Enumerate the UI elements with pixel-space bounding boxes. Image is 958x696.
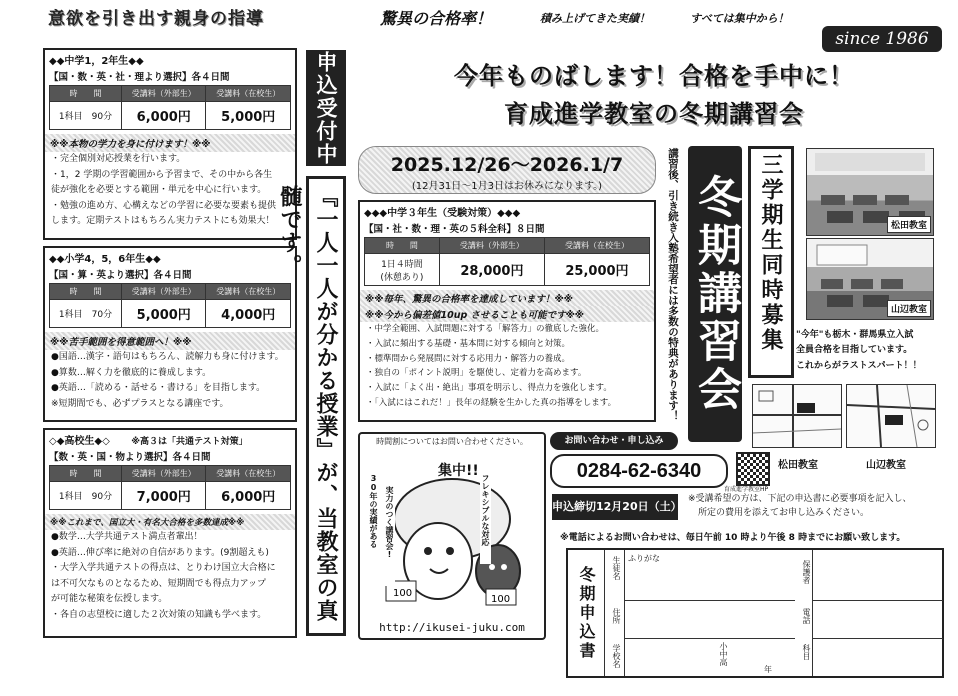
col-time: 時 間 [50,284,122,300]
price-int: 5,000円 [206,102,291,130]
form-title: 冬期申込書 [568,550,605,676]
slogan-mid-3: すべては集中から！ [690,12,789,25]
row-time: 1科目 90分 [50,482,122,510]
row-time [365,254,440,286]
score-100-b: 100 [491,594,511,605]
winter-side-note: 講習後、引き続き入塾希望者には多数の特典があります！ [667,148,679,421]
col-ext: 受講料（外部生） [121,466,206,482]
price-ext: 5,000円 [121,300,206,328]
map-yamabe [846,384,936,448]
price-int: 4,000円 [206,300,291,328]
el456-emph: ※※苦手範囲を得意範囲へ！※※ [45,332,295,350]
hs-price-table [49,465,291,510]
row-time: 1科目 70分 [50,300,122,328]
jh3-b2: ・入試に頻出する基礎・基本問に対する傾向と対策。 [366,338,571,349]
row-time-2: (休憩あり) [380,272,424,283]
jh3-title: ◆◆◆中学３年生（受験対策）◆◆◆ [364,208,521,219]
col-time: 時 間 [365,238,440,254]
col-time: 時 間 [50,466,122,482]
deadline-note-2: 所定の費用を添えてお申し込みください。 [698,508,870,519]
subject-field[interactable] [812,638,943,676]
goal-line-2: 全員合格を目指しています。 [796,345,913,356]
guardian-field[interactable] [812,550,943,601]
el456-b2: ●算数…解く力を徹底的に養成します。 [51,367,212,378]
photo-matsuda-label: 松田教室 [887,216,931,233]
photo-matsuda [806,148,934,236]
qr-note: 育成進学教室HP [724,486,769,493]
dates-main: 2025.12/26〜2026.1/7 [390,154,624,176]
map-icon [753,385,841,447]
label-school: 学校名 [612,644,621,668]
jh12-emph: ※※本物の学力を身に付けます！※※ [45,134,295,152]
hs-emph: ※※これまで、国立大・有名大合格を多数達成※※ [45,514,295,530]
el456-b1: ●国語…漢字・語句はもちろん、読解力も身に付けます。 [51,352,284,362]
photo-yamabe-label: 山辺教室 [887,300,931,317]
section-el456 [43,246,297,422]
photo-yamabe [806,238,934,320]
col-ext: 受講料（外部生） [121,284,206,300]
address-field[interactable] [624,600,795,639]
label-guardian: 保護者 [802,560,811,584]
jh3-emph-2: ※※今から偏差値10up させることも可能です※※ [360,306,654,322]
contact-phone[interactable]: 0284-62-6340 [550,454,728,488]
label-student-name: 生徒名 [612,556,621,580]
jh12-subjects: 【国・数・英・社・理より選択】各４日間 [49,72,230,83]
col-ext: 受講料（外部生） [121,86,206,102]
goal-text [796,328,946,374]
hs-title-row [45,430,295,449]
label-phone: 電話 [802,608,811,624]
el456-subjects: 【国・算・英より選択】各４日間 [49,270,192,281]
jh3-b5: ・入試に「よく出・絶出」事項を明示し、得点力を強化します。 [366,383,612,393]
deadline-note [688,492,948,521]
deadline-banner: 申込締切12月20日（土） [552,494,678,520]
student-name-field[interactable] [624,550,795,601]
grade-year-suffix: 年 [764,665,772,674]
section-hs [43,428,297,638]
phone-field[interactable] [812,600,943,639]
price-int: 6,000円 [206,482,291,510]
price-ext: 6,000円 [121,102,206,130]
hs-b2: ●英語…伸び率に絶対の自信があります。(9割超えも) [51,547,269,558]
label-furigana: ふりがな [628,554,660,563]
hs-b4: は不可欠なものとなるため、短期間でも得点力アップ [51,578,267,589]
jh12-b2: ・1，2 学期の学習範囲から予習まで、その中から各生 [51,169,273,180]
jh3-subjects: 【国・社・数・理・英の５科全科】８日間 [364,224,545,235]
hs-b6: ・各自の志望校に適した２次対策の知識も学べます。 [51,609,267,620]
recruit-banner: 三学期生同時募集 [748,146,794,378]
jh3-b1: ・中学全範囲、入試問題に対する「解答力」の徹底した強化。 [366,324,605,334]
hs-subjects: 【数・英・国・物より選択】各４日間 [49,452,211,463]
jh12-b3: 徒が強化を必要とする範囲・単元を中心に行います。 [51,185,267,195]
jh3-price-table [364,237,650,286]
dates-note: (12月31日〜1月3日はお休みになります。) [411,181,603,192]
application-form [566,548,944,678]
manga-side-2: 実力のつく講習会! [384,486,395,586]
manga-top: 時間割についてはお問い合わせください。 [376,437,528,446]
hs-title: ◇◆高校生◆◇ [49,436,110,447]
phone-hours-note: ※電話によるお問い合わせは、毎日午前 10 時より午後 8 時までにお願い致します。 [560,533,906,543]
el456-title: ◆◆小学4，5，6年生◆◆ [49,254,161,265]
grade-school-options: 小中高 [719,642,728,666]
manga-side-1: 30年の実績がある [368,474,379,574]
jh12-b5: します。定期テストはもちろん実力テストにも効果大！ [51,216,275,226]
winter-big-title: 冬期講習会 [688,146,742,442]
row-time: 1科目 90分 [50,102,122,130]
score-100-a: 100 [393,588,413,599]
price-int: 25,000円 [544,254,649,286]
slogan-mid-1: 驚異の合格率！ [380,9,493,28]
goal-line-3: これからがラストスパート！！ [796,360,922,371]
contact-label: お問い合わせ・申し込み [550,432,678,450]
row-time-1: 1日４時間 [381,259,423,270]
deadline-note-1: ※受講希望の方は、下記の申込書に必要事項を記入し、 [688,494,912,504]
main-title-1: 今年ものばします！合格を手中に！ [454,62,854,90]
col-time: 時 間 [50,86,122,102]
goal-line-1: "今年"も栃木・群馬県立入試 [796,330,914,340]
hs-b1: ●数学…大学共通テスト満点者輩出！ [51,532,203,542]
map-label-matsuda: 松田教室 [778,460,818,471]
jh3-b6: ・「入試にはこれだ！」長年の経験を生かした真の指導をします。 [366,397,617,408]
jh12-b4: ・勉強の進め方、心構えなどの学習に必要な要素も提供 [51,200,277,211]
jh12-b1: ・完全個別対応授業を行います。 [51,154,186,164]
qr-code-icon[interactable] [736,452,770,486]
motto-banner: 『一人一人が分かる授業』が、当教室の真髄です。 [306,176,346,636]
since-badge: since 1986 [822,26,942,52]
el456-price-table [49,283,291,328]
manga-bubble: 集中!! [438,463,479,479]
col-ext: 受講料（外部生） [439,238,544,254]
jh12-price-table [49,85,291,130]
map-label-yamabe: 山辺教室 [866,460,906,471]
col-int: 受講料（在校生） [544,238,649,254]
slogan-mid-2: 積み上げてきた実績！ [540,12,650,25]
col-int: 受講料（在校生） [206,284,291,300]
hs-b3: ・大学入学共通テストの得点は、とりわけ国立大合格に [51,563,276,573]
dates-box [358,146,656,194]
hs-title-note: ※高３は「共通テスト対策」 [131,437,248,447]
manga-side-3: フレキシブルな対応 [480,474,491,564]
map-icon [847,385,935,447]
jh3-b3: ・標準問から発展問に対する応用力・解答力の養成。 [366,353,571,364]
website-url[interactable]: http://ikusei-juku.com [379,621,525,634]
jh3-emph-1: ※※毎年、驚異の合格率を達成しています！※※ [360,290,654,306]
slogan-left: 意欲を引き出す親身の指導 [48,9,264,29]
el456-b4: ※短期間でも、必ずプラスとなる講座です。 [51,398,229,409]
price-ext: 7,000円 [121,482,206,510]
col-int: 受講料（在校生） [206,466,291,482]
reception-banner: 申込受付中 [306,50,346,166]
price-ext: 28,000円 [439,254,544,286]
section-jh3 [358,200,656,422]
label-address: 住所 [612,608,621,624]
manga-box [358,432,546,640]
main-title-2: 育成進学教室の冬期講習会 [504,100,804,128]
section-jh12 [43,48,297,240]
jh12-title: ◆◆中学1，2年生◆◆ [49,56,144,67]
el456-b3: ●英語…「読める・話せる・書ける」を目指します。 [51,383,266,393]
map-matsuda [752,384,842,448]
label-subject: 科目 [802,644,811,660]
col-int: 受講料（在校生） [206,86,291,102]
hs-b5: が可能な秘策を伝授します。 [51,594,168,604]
jh3-b4: ・独自の「ポイント説明」を駆使し、定着力を高めます。 [366,368,587,379]
